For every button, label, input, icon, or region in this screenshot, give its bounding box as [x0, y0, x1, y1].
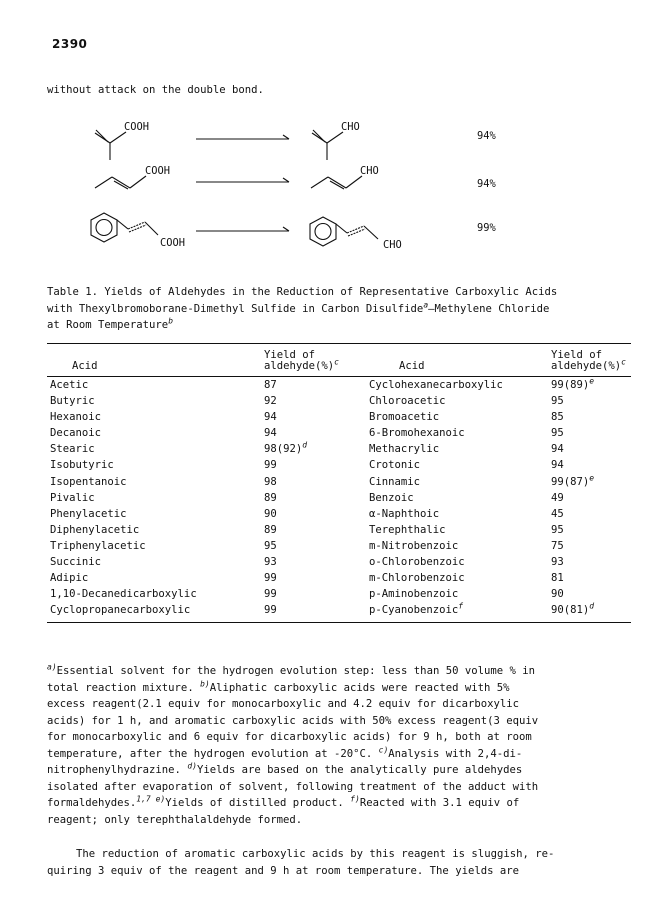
product-group-3: CHO: [383, 239, 402, 251]
yield-left-cell: 90: [264, 507, 277, 520]
yield-left-cell: 89: [264, 523, 277, 536]
header-acid-right: Acid: [399, 360, 425, 372]
yields-table: [47, 343, 631, 623]
yield-right-cell: 49: [551, 491, 564, 504]
footnote-line: excess reagent(2.1 equiv for monocarboxylic and 4.2 equiv for dicarboxylic: [47, 698, 519, 710]
reaction-scheme: [0, 110, 672, 260]
yield-right-cell: 94: [551, 459, 564, 472]
table-row: [47, 409, 631, 425]
acid-right-cell: p-Cyanobenzoic$^f$: [369, 601, 464, 617]
methacrolein-structure: [312, 130, 343, 160]
intro-line: without attack on the double bond.: [47, 84, 264, 96]
footnote-line: total reaction mixture. $^{b)}$Aliphatic carboxylic acids were reacted with 5%: [47, 678, 510, 694]
caption-line-3: at Room Temperature$^b$: [47, 316, 174, 331]
yield-right-cell: $90(81)^d$: [551, 601, 595, 617]
acid-left-cell: Succinic: [50, 556, 102, 569]
acid-right-cell: Cyclohexanecarboxylic: [369, 379, 503, 391]
acid-right-cell: Cinnamic: [369, 475, 421, 488]
table-header-row: [47, 344, 631, 372]
table-bottom-rule: [47, 622, 631, 623]
yield-right-cell: 75: [551, 539, 564, 552]
yield-left-cell: 95: [264, 539, 277, 552]
acid-left-cell: Decanoic: [50, 427, 102, 440]
footnote-line: acids) for 1 h, and aromatic carboxylic acids with 50% excess reagent(3 equiv: [47, 714, 539, 727]
acid-right-cell: m-Chlorobenzoic: [369, 572, 465, 585]
table-row: [47, 377, 631, 393]
footnote-line: $^{a)}$Essential solvent for the hydrogen evolution step: less than 50 volume % in: [47, 662, 535, 677]
yield-right-cell: 81: [551, 572, 564, 585]
yield-left-cell: $98(92)^d$: [264, 440, 308, 456]
reactant-group-2: COOH: [145, 165, 171, 177]
acid-left-cell: Hexanoic: [50, 411, 102, 424]
footnote-line: nitrophenylhydrazine. $^{d)}$Yields are based on the analytically pure aldehydes: [47, 761, 523, 776]
yield-left-cell: 89: [264, 491, 277, 504]
crotonaldehyde-structure: [311, 176, 362, 189]
acid-right-cell: Terephthalic: [369, 523, 446, 536]
acid-left-cell: Adipic: [50, 572, 89, 585]
acid-right-cell: α-Naphthoic: [369, 507, 440, 520]
body-paragraph: [47, 846, 637, 879]
table-footnotes: [47, 663, 637, 828]
table-row: [47, 522, 631, 538]
yield-right-cell: 45: [551, 507, 564, 520]
yield-right-cell: 93: [551, 556, 564, 569]
table-row: [47, 474, 631, 490]
caption-line-1: Table 1. Yields of Aldehydes in the Reduction of Representative Carboxylic Acids: [47, 286, 558, 298]
yield-left-cell: 94: [264, 427, 277, 440]
acid-left-cell: Butyric: [50, 395, 95, 408]
acid-right-cell: Methacrylic: [369, 443, 440, 456]
table-row: [47, 538, 631, 554]
yield-left-cell: 93: [264, 556, 277, 569]
yield-right-cell: 95: [551, 523, 564, 536]
cinnamaldehyde-structure: [310, 217, 378, 246]
footnote-line: temperature, after the hydrogen evolution at -20°C. $^{c)}$Analysis with 2,4-di-: [47, 744, 523, 760]
table-row: [47, 602, 631, 618]
yield-right-cell: 85: [551, 411, 564, 424]
acid-right-cell: p-Aminobenzoic: [369, 588, 459, 601]
table-row: [47, 586, 631, 602]
yield-right-cell: $99(87)^e$: [551, 473, 595, 488]
yield-right-cell: $99(89)^e$: [551, 376, 595, 391]
yield-right-cell: 90: [551, 588, 564, 601]
reaction-yield-3: 99%: [477, 222, 496, 234]
header-acid-left: Acid: [72, 360, 98, 372]
table-row: [47, 457, 631, 473]
yield-left-cell: 99: [264, 604, 277, 617]
crotonic-acid-structure: [95, 176, 146, 189]
header-yield-right: Yield of aldehyde(%)$^c$: [551, 349, 626, 372]
methacrylic-acid-structure: [95, 130, 126, 160]
acid-left-cell: Stearic: [50, 443, 95, 456]
acid-left-cell: Acetic: [50, 379, 89, 391]
yield-right-cell: 95: [551, 427, 564, 440]
acid-left-cell: Triphenylacetic: [50, 539, 146, 552]
reaction-scheme-drawing: [0, 110, 672, 260]
yield-left-cell: 99: [264, 459, 277, 472]
body-line-2: quiring 3 equiv of the reagent and 9 h at room temperature. The yields are: [47, 864, 519, 877]
acid-right-cell: Benzoic: [369, 491, 414, 504]
yield-left-cell: 98: [264, 475, 277, 488]
acid-left-cell: Pivalic: [50, 491, 95, 504]
yield-left-cell: 99: [264, 572, 277, 585]
product-group-2: CHO: [360, 165, 379, 177]
acid-left-cell: Diphenylacetic: [50, 523, 140, 536]
yield-left-cell: 87: [264, 379, 277, 391]
acid-right-cell: 6-Bromohexanoic: [369, 427, 465, 440]
product-group-1: CHO: [341, 121, 360, 133]
table-row: [47, 506, 631, 522]
caption-line-2: with Thexylbromoborane-Dimethyl Sulfide in Carbon Disulfide$^a$—Methylene Chloride: [47, 299, 550, 315]
reaction-yield-1: 94%: [477, 130, 496, 142]
table-body: [47, 377, 631, 618]
reaction-yield-2: 94%: [477, 178, 496, 190]
yield-left-cell: 94: [264, 411, 277, 424]
table-caption: [47, 284, 647, 334]
footnote-line: isolated after evaporation of solvent, following treatment of the adduct with: [47, 780, 539, 793]
cinnamic-acid-structure: [91, 213, 158, 242]
reactant-group-3: COOH: [160, 237, 186, 249]
yield-left-cell: 92: [264, 395, 277, 408]
body-line-1: The reduction of aromatic carboxylic acids by this reagent is sluggish, re-: [76, 848, 555, 860]
acid-left-cell: Isopentanoic: [50, 475, 127, 488]
header-yield-left: Yield of aldehyde(%)$^c$: [264, 349, 339, 372]
table-row: [47, 490, 631, 506]
acid-right-cell: Bromoacetic: [369, 411, 440, 424]
yield-right-cell: 94: [551, 443, 564, 456]
footnote-line: for monocarboxylic and 6 equiv for dicarboxylic acids) for 9 h, both at room: [47, 731, 532, 743]
table-row: [47, 570, 631, 586]
reactant-group-1: COOH: [124, 121, 150, 133]
acid-left-cell: Cyclopropanecarboxylic: [50, 604, 191, 617]
footnote-line: reagent; only terephthalaldehyde formed.: [47, 813, 303, 826]
acid-right-cell: Chloroacetic: [369, 395, 446, 408]
acid-right-cell: Crotonic: [369, 459, 421, 472]
acid-right-cell: m-Nitrobenzoic: [369, 539, 459, 552]
acid-left-cell: Phenylacetic: [50, 507, 127, 520]
acid-left-cell: 1,10-Decanedicarboxylic: [50, 588, 197, 601]
yield-left-cell: 99: [264, 588, 277, 601]
table-row: [47, 425, 631, 441]
table-row: [47, 393, 631, 409]
table-row: [47, 554, 631, 570]
table-row: [47, 441, 631, 457]
yield-right-cell: 95: [551, 395, 564, 408]
page-number: 2390: [52, 37, 88, 51]
footnote-line: formaldehydes.$^{1,7 e)}$Yields of distilled product. $^{f)}$Reacted with 3.1 equiv of: [47, 794, 520, 809]
acid-left-cell: Isobutyric: [50, 459, 114, 472]
acid-right-cell: o-Chlorobenzoic: [369, 556, 465, 569]
